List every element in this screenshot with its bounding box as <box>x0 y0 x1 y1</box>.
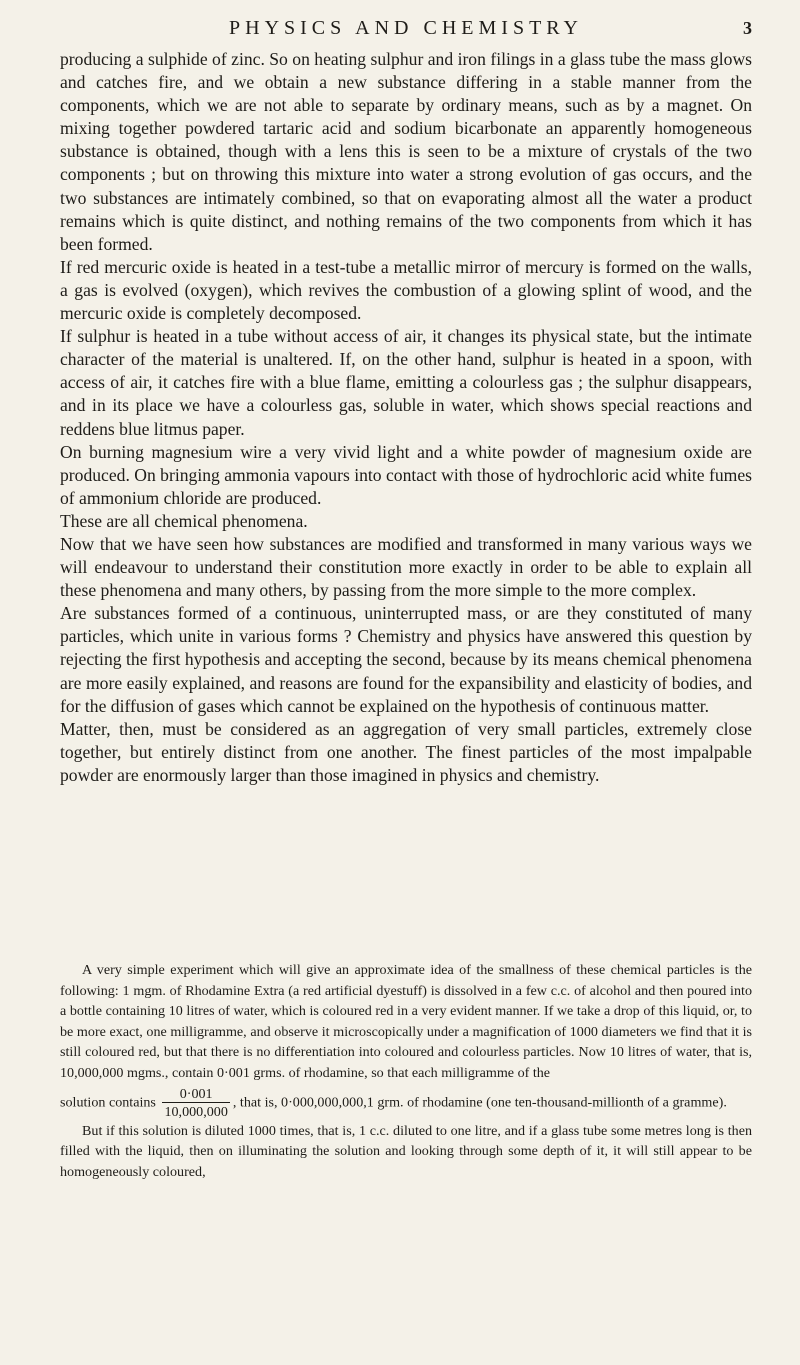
paragraph: Now that we have seen how substances are modified and transformed in many various ways we will endeavour to understand their constitution more exactly in order to be able to explain all these phenomena and many others, by passing from the more simple to the more complex. <box>60 533 752 601</box>
paragraph: Are substances formed of a continuous, uninterrupted mass, or are they constituted of many particles, which unite in various forms ? Chemistry and physics have answered this question by rejecting the first hypothesis and accepting the second, because by its means chemical phenomena are more easily explained, and reasons are found for the expansibility and elasticity of bodies, and for the diffusion of gases which cannot be explained on the hypothesis of continuous matter. <box>60 603 752 716</box>
paragraph: On burning magnesium wire a very vivid light and a white powder of magnesium oxide are produced. On bringing ammonia vapours into contact with those of hydrochloric acid white fumes of ammonium chloride are produced. <box>60 441 752 508</box>
fraction <box>162 1086 229 1121</box>
paragraph: producing a sulphide of zinc. So on heating sulphur and iron filings in a glass tube the mass glows and catches fire, and we obtain a new substance differing in a stable manner from the components, which we are not able to separate by ordinary means, such as by a magnet. On mixing together powdered tartaric acid and sodium bicarbonate an apparently homogeneous substance is obtained, though with a lens this is seen to be a mixture of crystals of the two components ; but on throwing this mixture into water a strong evolution of gas occurs, and the two substances are intimately combined, so that on evaporating almost all the water a product remains which is quite distinct, and nothing remains of the two components from which it has been formed. <box>60 49 752 254</box>
running-title: PHYSICS AND CHEMISTRY <box>229 17 583 39</box>
paragraph: Matter, then, must be considered as an aggregation of very small particles, extremely close together, but entirely distinct from one another. The finest particles of the most impalpable powder are enormously larger than those imagined in physics and chemistry. <box>60 718 752 785</box>
fraction-trail: , that is, 0·000,000,000,1 grm. of rhodamine (one ten-thousand-millionth of a gramme). <box>232 1094 727 1111</box>
fraction-denominator: 10,000,000 <box>164 1103 228 1120</box>
fraction-numerator: 0·001 <box>162 1086 229 1103</box>
fraction-line <box>60 1086 752 1121</box>
note-paragraph: But if this solution is diluted 1000 times, that is, 1 c.c. diluted to one litre, and if a glass tube some metres long is then filled with the liquid, then on illuminating the solution and looking through some depth of it, it will still appear to be homogeneously coloured, <box>60 1122 752 1180</box>
page-number: 3 <box>743 18 752 38</box>
paragraph: If red mercuric oxide is heated in a test-tube a metallic mirror of mercury is formed on the walls, a gas is evolved (oxygen), which revives the combustion of a glowing splint of wood, and the mercuric oxide is completely decomposed. <box>60 256 752 324</box>
note-paragraph: A very simple experiment which will give an approximate idea of the smallness of these chemical particles is the following: 1 mgm. of Rhodamine Extra (a red artificial dyestuff) is dissolved in a few c.c. of alcohol and then poured into a bottle containing 10 litres of water, which is coloured red in a very evident manner. If we take a drop of this liquid, or, to be more exact, one milligramme, and observe it microscopically under a magnification of 1000 diameters we find that it is still coloured red, but that there is no differentiation into coloured and colourless particles. Now 10 litres of water, that is, 10,000,000 mgms., contain 0·001 grms. of rhodamine, so that each milligramme of the <box>60 962 752 1081</box>
small-print-note <box>60 960 752 1182</box>
paragraph: If sulphur is heated in a tube without access of air, it changes its physical state, but the intimate character of the material is unaltered. If, on the other hand, sulphur is heated in a spoon, with access of air, it catches fire with a blue flame, emitting a colourless gas ; the sulphur disappears, and in its place we have a colourless gas, soluble in water, which shows special reactions and reddens blue litmus paper. <box>60 326 752 439</box>
running-head <box>60 16 752 40</box>
fraction-lead: solution contains <box>60 1094 156 1111</box>
main-text <box>60 48 752 787</box>
paragraph: These are all chemical phenomena. <box>60 510 308 531</box>
